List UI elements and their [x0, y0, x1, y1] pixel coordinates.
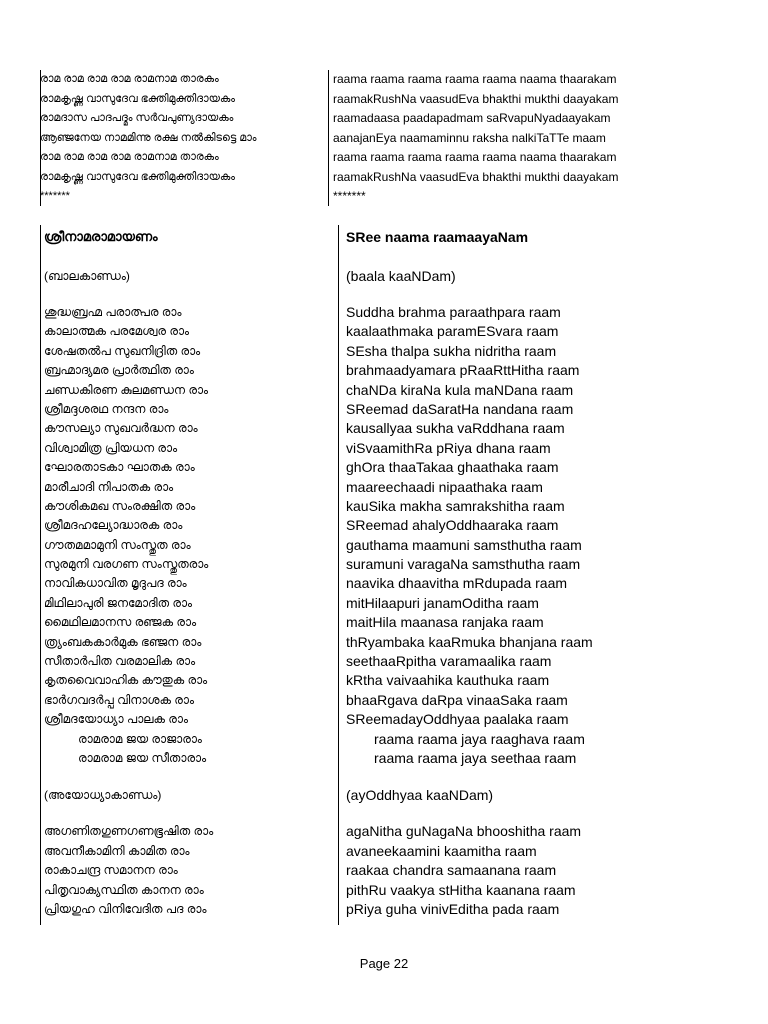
- verse-line: pithRu vaakya stHitha kaanana raam: [346, 881, 576, 898]
- verse-line: thRyambaka kaaRmuka bhanjana raam: [346, 633, 593, 650]
- verse-line: SReemadayOddhyaa paalaka raam: [346, 711, 569, 728]
- verse-line: raakaa chandra samaanana raam: [346, 862, 557, 879]
- verse-line: കാലാത്മക പരമേശ്വര രാം: [44, 324, 190, 339]
- top-middle-rule: [328, 70, 329, 206]
- verse-line: ഘോരതാടകാ ഘാതക രാം: [44, 460, 195, 475]
- text-line: raamakRushNa vaasudEva bhakthi mukthi daayakam: [333, 169, 619, 184]
- verse-line: ശ്രീമദ്ദശരഥ നന്ദന രാം: [44, 401, 169, 416]
- verse-list: [44, 822, 329, 919]
- verse-line: kRtha vaivaahika kauthuka raam: [346, 672, 550, 689]
- top-left-column: [40, 70, 320, 207]
- text-line: raamadaasa paadapadmam saRvapuNyadaayakam: [333, 111, 611, 125]
- text-line: ആഞ്ജനേയ നാമമിന്നു രക്ഷ നൽകിടട്ടെ മാം: [40, 131, 257, 144]
- verse-line: ശേഷതൽപ സുഖനിദ്രിത രാം: [44, 343, 201, 358]
- text-line: രാമകൃഷ്ണ വാസുദേവ ഭക്തിമുക്തിദായകം: [40, 92, 235, 105]
- verse-line: SReemad ahalyOddhaaraka raam: [346, 517, 559, 534]
- section-title: ശ്രീനാമരാമായണം: [44, 229, 158, 244]
- verse-line: ചണ്ഡകിരണ കുലമണ്ഡന രാം: [44, 382, 209, 397]
- verse-line: ശുദ്ധബ്രഹ്മ പരാത്പര രാം: [44, 305, 182, 319]
- verse-line: മാരീചാദി നിപാതക രാം: [44, 479, 174, 494]
- refrain-line: raama raama jaya raaghava raam: [374, 730, 585, 747]
- verse-line: കൗശികമഖ സംരക്ഷിത രാം: [44, 498, 196, 513]
- verse-line: Suddha brahma paraathpara raam: [346, 304, 561, 320]
- bottom-middle-rule: [338, 225, 339, 925]
- verse-line: നാവികധാവിത മൃദുപദ രാം: [44, 576, 187, 591]
- verse-line: maitHila maanasa ranjaka raam: [346, 614, 544, 631]
- verse-line: ഭാർഗവദർപ്പ വിനാശക രാം: [44, 692, 194, 707]
- verse-line: വിശ്വാമിത്ര പ്രിയധന രാം: [44, 440, 178, 455]
- verse-line: avaneekaamini kaamitha raam: [346, 842, 537, 859]
- verse-line: രാകാചന്ദ്ര സമാനന രാം: [44, 863, 178, 878]
- verse-line: agaNitha guNagaNa bhooshitha raam: [346, 823, 582, 840]
- verse-line: ഗൗതമമാമുനി സംസ്തുത രാം: [44, 537, 191, 552]
- verse-line: സുരമുനി വരഗണ സംസ്തുതരാം: [44, 557, 209, 572]
- verse-line: ശ്രീമദഹല്യോദ്ധാരക രാം: [44, 518, 183, 533]
- refrain-line: raama raama jaya seethaa raam: [374, 749, 577, 766]
- verse-line: kausallyaa sukha vaRddhana raam: [346, 420, 565, 437]
- kandam-heading: (അയോധ്യാകാണ്ഡം): [44, 788, 162, 803]
- verse-line: naavika dhaavitha mRdupada raam: [346, 575, 568, 592]
- text-line: raama raama raama raama raama naama thaarakam: [333, 150, 617, 164]
- verse-line: ത്ര്യംബകകാർമുക ഭഞ്ജന രാം: [44, 634, 202, 649]
- text-line: raamakRushNa vaasudEva bhakthi mukthi daayakam: [333, 91, 619, 106]
- verse-list: [44, 303, 329, 730]
- refrain-line: രാമരാമ ജയ സീതാരാം: [78, 750, 207, 765]
- verse-line: viSvaamithRa pRiya dhana raam: [346, 439, 551, 456]
- verse-line: പിതൃവാക്യസ്ഥിത കാനന രാം: [44, 882, 204, 897]
- verse-line: മിഥിലാപുരി ജനമോദിത രാം: [44, 595, 193, 610]
- verse-line: ശ്രീമദയോധ്യാ പാലക രാം: [44, 712, 188, 727]
- kandam-heading: (ബാലകാണ്ഡം): [44, 269, 130, 283]
- verse-line: കൃതവൈവാഹിക കൗതുക രാം: [44, 673, 208, 688]
- verse-line: അഗണിതഗുണഗണഭൂഷിത രാം: [44, 824, 214, 839]
- section-title: SRee naama raamaayaNam: [346, 229, 529, 245]
- text-line: രാമകൃഷ്ണ വാസുദേവ ഭക്തിമുക്തിദായകം: [40, 170, 235, 183]
- verse-line: SReemad daSaratHa nandana raam: [346, 400, 574, 417]
- verse-list: [346, 303, 756, 730]
- verse-line: സീതാർപിത വരമാലിക രാം: [44, 654, 196, 669]
- verse-line: kaalaathmaka paramESvara raam: [346, 323, 559, 340]
- kandam-heading: (baala kaaNDam): [346, 268, 456, 284]
- verse-line: മൈഥിലമാനസ രഞ്ജക രാം: [44, 615, 197, 630]
- verse-line: suramuni varagaNa samsthutha raam: [346, 556, 581, 573]
- verse-line: ബ്രഹ്മാദ്യമര പ്രാർത്ഥിത രാം: [44, 363, 194, 378]
- verse-line: കൗസല്യാ സുഖവർദ്ധന രാം: [44, 421, 198, 436]
- text-line: aanajanEya naamaminnu raksha nalkiTaTTe maam: [333, 130, 606, 145]
- refrain-line: രാമരാമ ജയ രാജാരാം: [78, 731, 202, 746]
- text-line: രാമദാസ പാദപദ്മം സർവപുണ്യദായകം: [40, 112, 234, 124]
- verse-line: maareechaadi nipaathaka raam: [346, 478, 543, 495]
- page-number: Page 22: [359, 956, 409, 971]
- malayalam-column: [44, 226, 329, 919]
- separator-stars: *******: [333, 189, 366, 203]
- verse-line: ghOra thaaTakaa ghaathaka raam: [346, 459, 559, 476]
- text-line: രാമ രാമ രാമ രാമ രാമനാമ താരകം: [40, 151, 219, 163]
- top-right-column: [333, 70, 753, 207]
- verse-list: [346, 822, 756, 919]
- separator-stars: *******: [40, 190, 70, 202]
- text-line: രാമ രാമ രാമ രാമ രാമനാമ താരകം: [40, 73, 219, 85]
- bottom-left-rule: [40, 225, 41, 925]
- verse-line: chaNDa kiraNa kula maNDana raam: [346, 381, 574, 398]
- kandam-heading: (ayOddhyaa kaaNDam): [346, 787, 494, 804]
- verse-line: പ്രിയഗുഹ വിനിവേദിത പദ രാം: [44, 901, 207, 916]
- text-line: raama raama raama raama raama naama thaarakam: [333, 72, 617, 86]
- verse-line: bhaaRgava daRpa vinaaSaka raam: [346, 691, 568, 708]
- verse-line: pRiya guha vinivEditha pada raam: [346, 900, 560, 917]
- verse-line: gauthama maamuni samsthutha raam: [346, 536, 582, 553]
- verse-line: brahmaadyamara pRaaRttHitha raam: [346, 362, 580, 379]
- verse-line: seethaaRpitha varamaalika raam: [346, 653, 552, 670]
- verse-line: mitHilaapuri janamOditha raam: [346, 594, 539, 611]
- verse-line: അവനീകാമിനി കാമിത രാം: [44, 843, 190, 858]
- verse-line: SEsha thalpa sukha nidritha raam: [346, 342, 557, 359]
- verse-line: kauSika makha samrakshitha raam: [346, 497, 565, 514]
- transliteration-column: [346, 226, 756, 919]
